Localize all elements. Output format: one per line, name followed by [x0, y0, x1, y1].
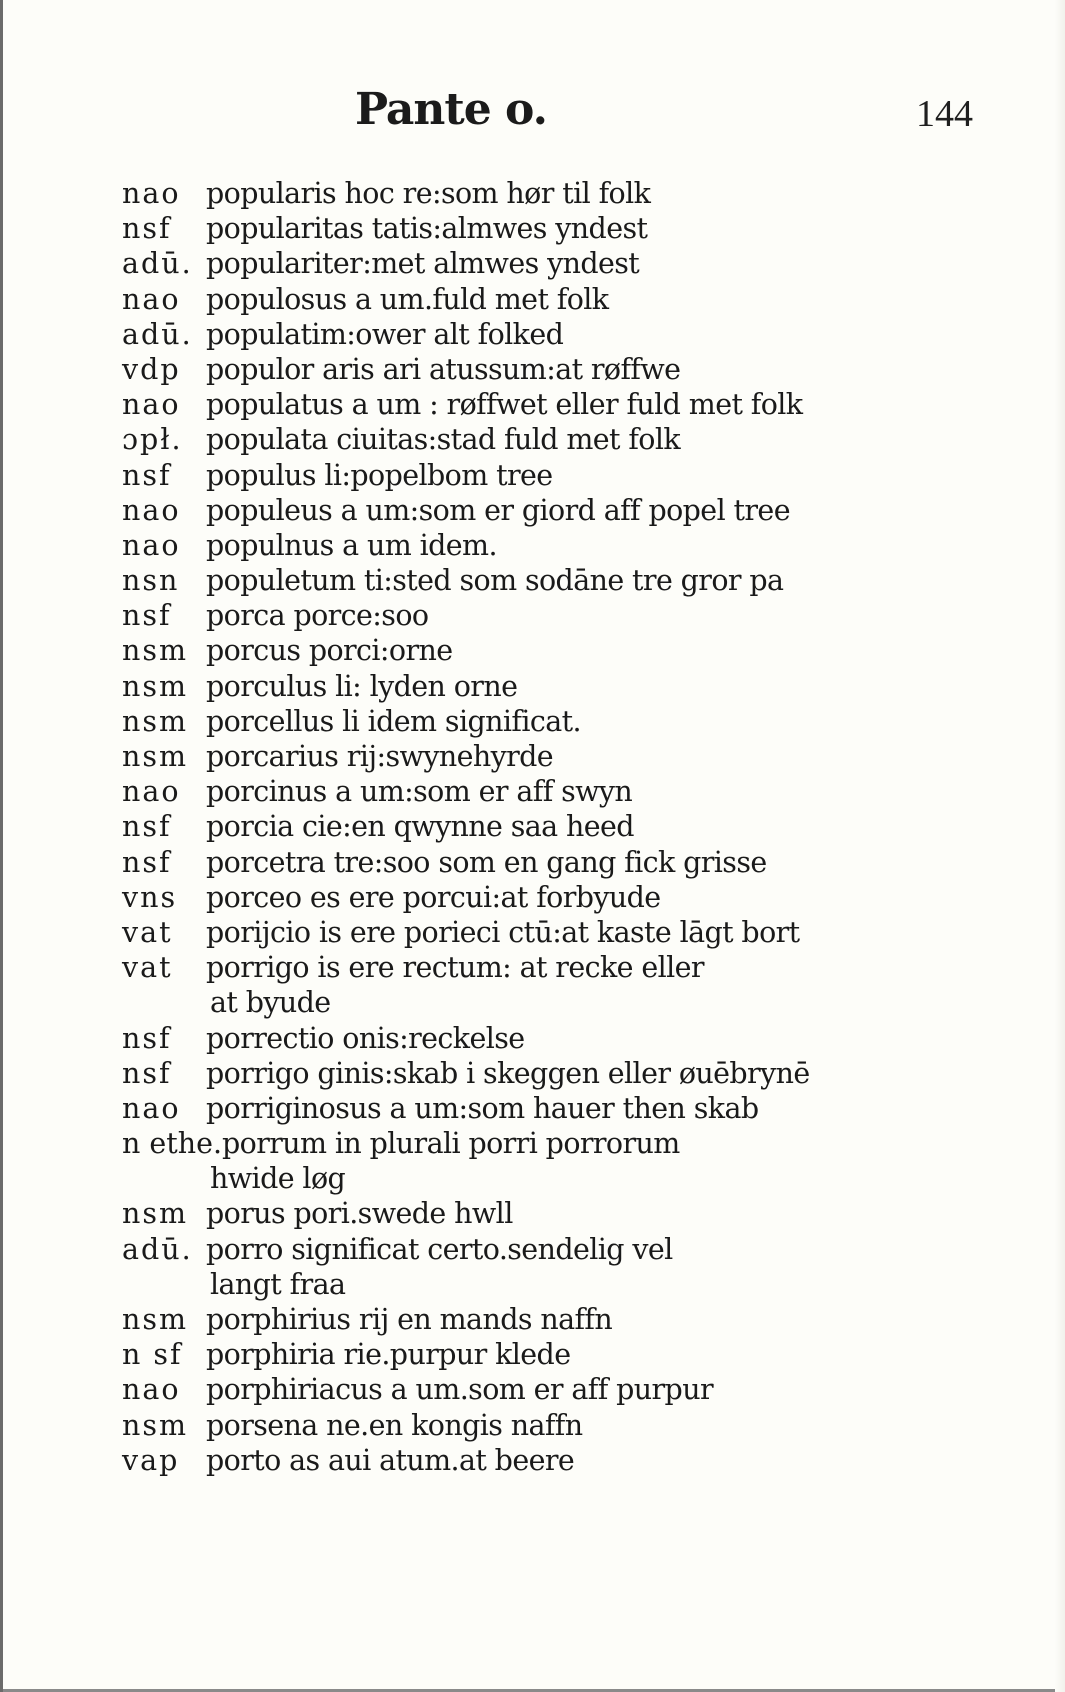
entry-text: populetum ti:sted som sodāne tre gror pa — [206, 564, 784, 598]
dictionary-entry — [122, 598, 1002, 633]
entry-text: porrigo ginis:skab i skeggen eller øuēbrynē — [206, 1056, 810, 1090]
entry-text: porijcio is ere porieci ctū:at kaste lāgt bort — [206, 915, 800, 949]
dictionary-entry — [122, 563, 1002, 598]
entry-text: porrectio onis:reckelse — [206, 1021, 525, 1055]
grammar-code: vns — [122, 880, 178, 914]
entry-continuation — [122, 1267, 1002, 1302]
grammar-code: vap — [122, 1443, 180, 1477]
grammar-code: nsm — [122, 669, 189, 703]
dictionary-entry — [122, 704, 1002, 739]
grammar-code: nsf — [122, 458, 172, 492]
entry-text: populata ciuitas:stad fuld met folk — [206, 423, 681, 457]
grammar-code: n sf — [122, 1338, 183, 1372]
entry-text: populatus a um : røffwet eller fuld met folk — [206, 388, 803, 422]
dictionary-entry — [122, 1196, 1002, 1231]
dictionary-entry — [122, 422, 1002, 457]
grammar-code: nsm — [122, 1197, 189, 1231]
entry-text: at byude — [210, 986, 331, 1020]
grammar-code: nsf — [122, 1056, 172, 1090]
dictionary-entry — [122, 528, 1002, 563]
grammar-code: n ethe. — [122, 1127, 223, 1161]
dictionary-entry — [122, 176, 1002, 211]
entry-text: populnus a um idem. — [206, 528, 497, 562]
grammar-code: vat — [122, 951, 173, 985]
dictionary-entry — [122, 282, 1002, 317]
grammar-code — [122, 985, 206, 1020]
grammar-code: nao — [122, 1373, 181, 1407]
dictionary-entry — [122, 493, 1002, 528]
entry-text: populariter:met almwes yndest — [206, 247, 640, 281]
dictionary-entry — [122, 880, 1002, 915]
grammar-code: nao — [122, 775, 181, 809]
grammar-code: nsf — [122, 212, 172, 246]
entry-text: porcia cie:en qwynne saa heed — [206, 810, 634, 844]
entry-text: porphiria rie.purpur klede — [206, 1338, 571, 1372]
entry-text: populus li:popelbom tree — [206, 458, 553, 492]
grammar-code: nsm — [122, 740, 189, 773]
dictionary-entry — [122, 1056, 1002, 1091]
grammar-code: nao — [122, 1091, 181, 1125]
entry-text: porca porce:soo — [206, 599, 429, 633]
dictionary-entry — [122, 809, 1002, 844]
entry-continuation — [122, 985, 1002, 1020]
grammar-code: nao — [122, 493, 181, 527]
entry-text: populeus a um:som er giord aff popel tree — [206, 493, 790, 527]
grammar-code: vat — [122, 915, 173, 949]
entry-text: hwide løg — [210, 1162, 346, 1196]
dictionary-entries — [122, 176, 1002, 1478]
dictionary-entry — [122, 246, 1002, 281]
dictionary-entry — [122, 1408, 1002, 1443]
entry-text: porcinus a um:som er aff swyn — [206, 775, 633, 809]
dictionary-entry — [122, 774, 1002, 809]
grammar-code: adū. — [122, 317, 193, 351]
entry-text: porrigo is ere rectum: at recke eller — [206, 951, 704, 985]
grammar-code: nsn — [122, 564, 180, 598]
grammar-code: nsf — [122, 599, 172, 633]
entry-text: porrum in plurali porri porrorum — [222, 1127, 680, 1161]
entry-text: populor aris ari atussum:at røffwe — [206, 352, 681, 386]
entry-text: porcarius rij:swynehyrde — [206, 740, 554, 773]
entry-text: populosus a um.fuld met folk — [206, 282, 609, 316]
dictionary-entry — [122, 1372, 1002, 1407]
dictionary-entry — [122, 1337, 1002, 1372]
entry-text: porus pori.swede hwll — [206, 1197, 513, 1231]
grammar-code — [122, 1267, 206, 1302]
dictionary-entry — [122, 1021, 1002, 1056]
dictionary-entry — [122, 352, 1002, 387]
grammar-code: adū. — [122, 1232, 193, 1266]
entry-text: popularis hoc re:som hør til folk — [206, 177, 651, 210]
dictionary-entry — [122, 1091, 1002, 1126]
grammar-code: nsf — [122, 1021, 172, 1055]
entry-text: porro significat certo.sendelig vel — [206, 1232, 673, 1266]
grammar-code: vdp — [122, 352, 181, 386]
dictionary-entry — [122, 633, 1002, 668]
entry-text: porceo es ere porcui:at forbyude — [206, 880, 661, 914]
entry-text: langt fraa — [210, 1267, 346, 1301]
dictionary-entry — [122, 1443, 1002, 1478]
entry-text: porphiriacus a um.som er aff purpur — [206, 1373, 713, 1407]
entry-text: porcus porci:orne — [206, 634, 453, 668]
entry-text: porphirius rij en mands naffn — [206, 1303, 613, 1336]
grammar-code: nao — [122, 282, 181, 316]
entry-text: porculus li: lyden orne — [206, 669, 518, 703]
grammar-code: nsm — [122, 1303, 189, 1336]
grammar-code — [122, 1161, 206, 1196]
entry-text: porsena ne.en kongis naffn — [206, 1408, 583, 1442]
entry-text: porcellus li idem significat. — [206, 704, 581, 738]
grammar-code: nao — [122, 528, 181, 562]
dictionary-entry — [122, 845, 1002, 880]
dictionary-entry — [122, 317, 1002, 352]
dictionary-entry — [122, 1232, 1002, 1267]
entry-text: porriginosus a um:som hauer then skab — [206, 1091, 759, 1125]
entry-text: populatim:ower alt folked — [206, 317, 564, 351]
running-head: Pante o. — [355, 84, 547, 135]
page-edge — [1055, 0, 1065, 1692]
grammar-code: nao — [122, 177, 181, 210]
grammar-code: nao — [122, 388, 181, 422]
dictionary-entry — [122, 211, 1002, 246]
dictionary-entry — [122, 950, 1002, 985]
dictionary-entry — [122, 739, 1002, 774]
dictionary-entry — [122, 1126, 1002, 1161]
dictionary-entry — [122, 458, 1002, 493]
entry-continuation — [122, 1161, 1002, 1196]
grammar-code: nsm — [122, 704, 189, 738]
entry-text: popularitas tatis:almwes yndest — [206, 212, 648, 246]
grammar-code: nsm — [122, 1408, 189, 1442]
grammar-code: ɔpł. — [122, 423, 183, 457]
dictionary-entry — [122, 915, 1002, 950]
dictionary-entry — [122, 669, 1002, 704]
grammar-code: nsf — [122, 810, 172, 844]
grammar-code: adū. — [122, 247, 193, 281]
entry-text: porcetra tre:soo som en gang fick grisse — [206, 845, 767, 879]
grammar-code: nsm — [122, 634, 189, 668]
page-number: 144 — [916, 93, 973, 135]
dictionary-entry — [122, 1302, 1002, 1337]
page-header — [0, 84, 1065, 154]
entry-text: porto as aui atum.at beere — [206, 1443, 575, 1477]
grammar-code: nsf — [122, 845, 172, 879]
dictionary-entry — [122, 387, 1002, 422]
